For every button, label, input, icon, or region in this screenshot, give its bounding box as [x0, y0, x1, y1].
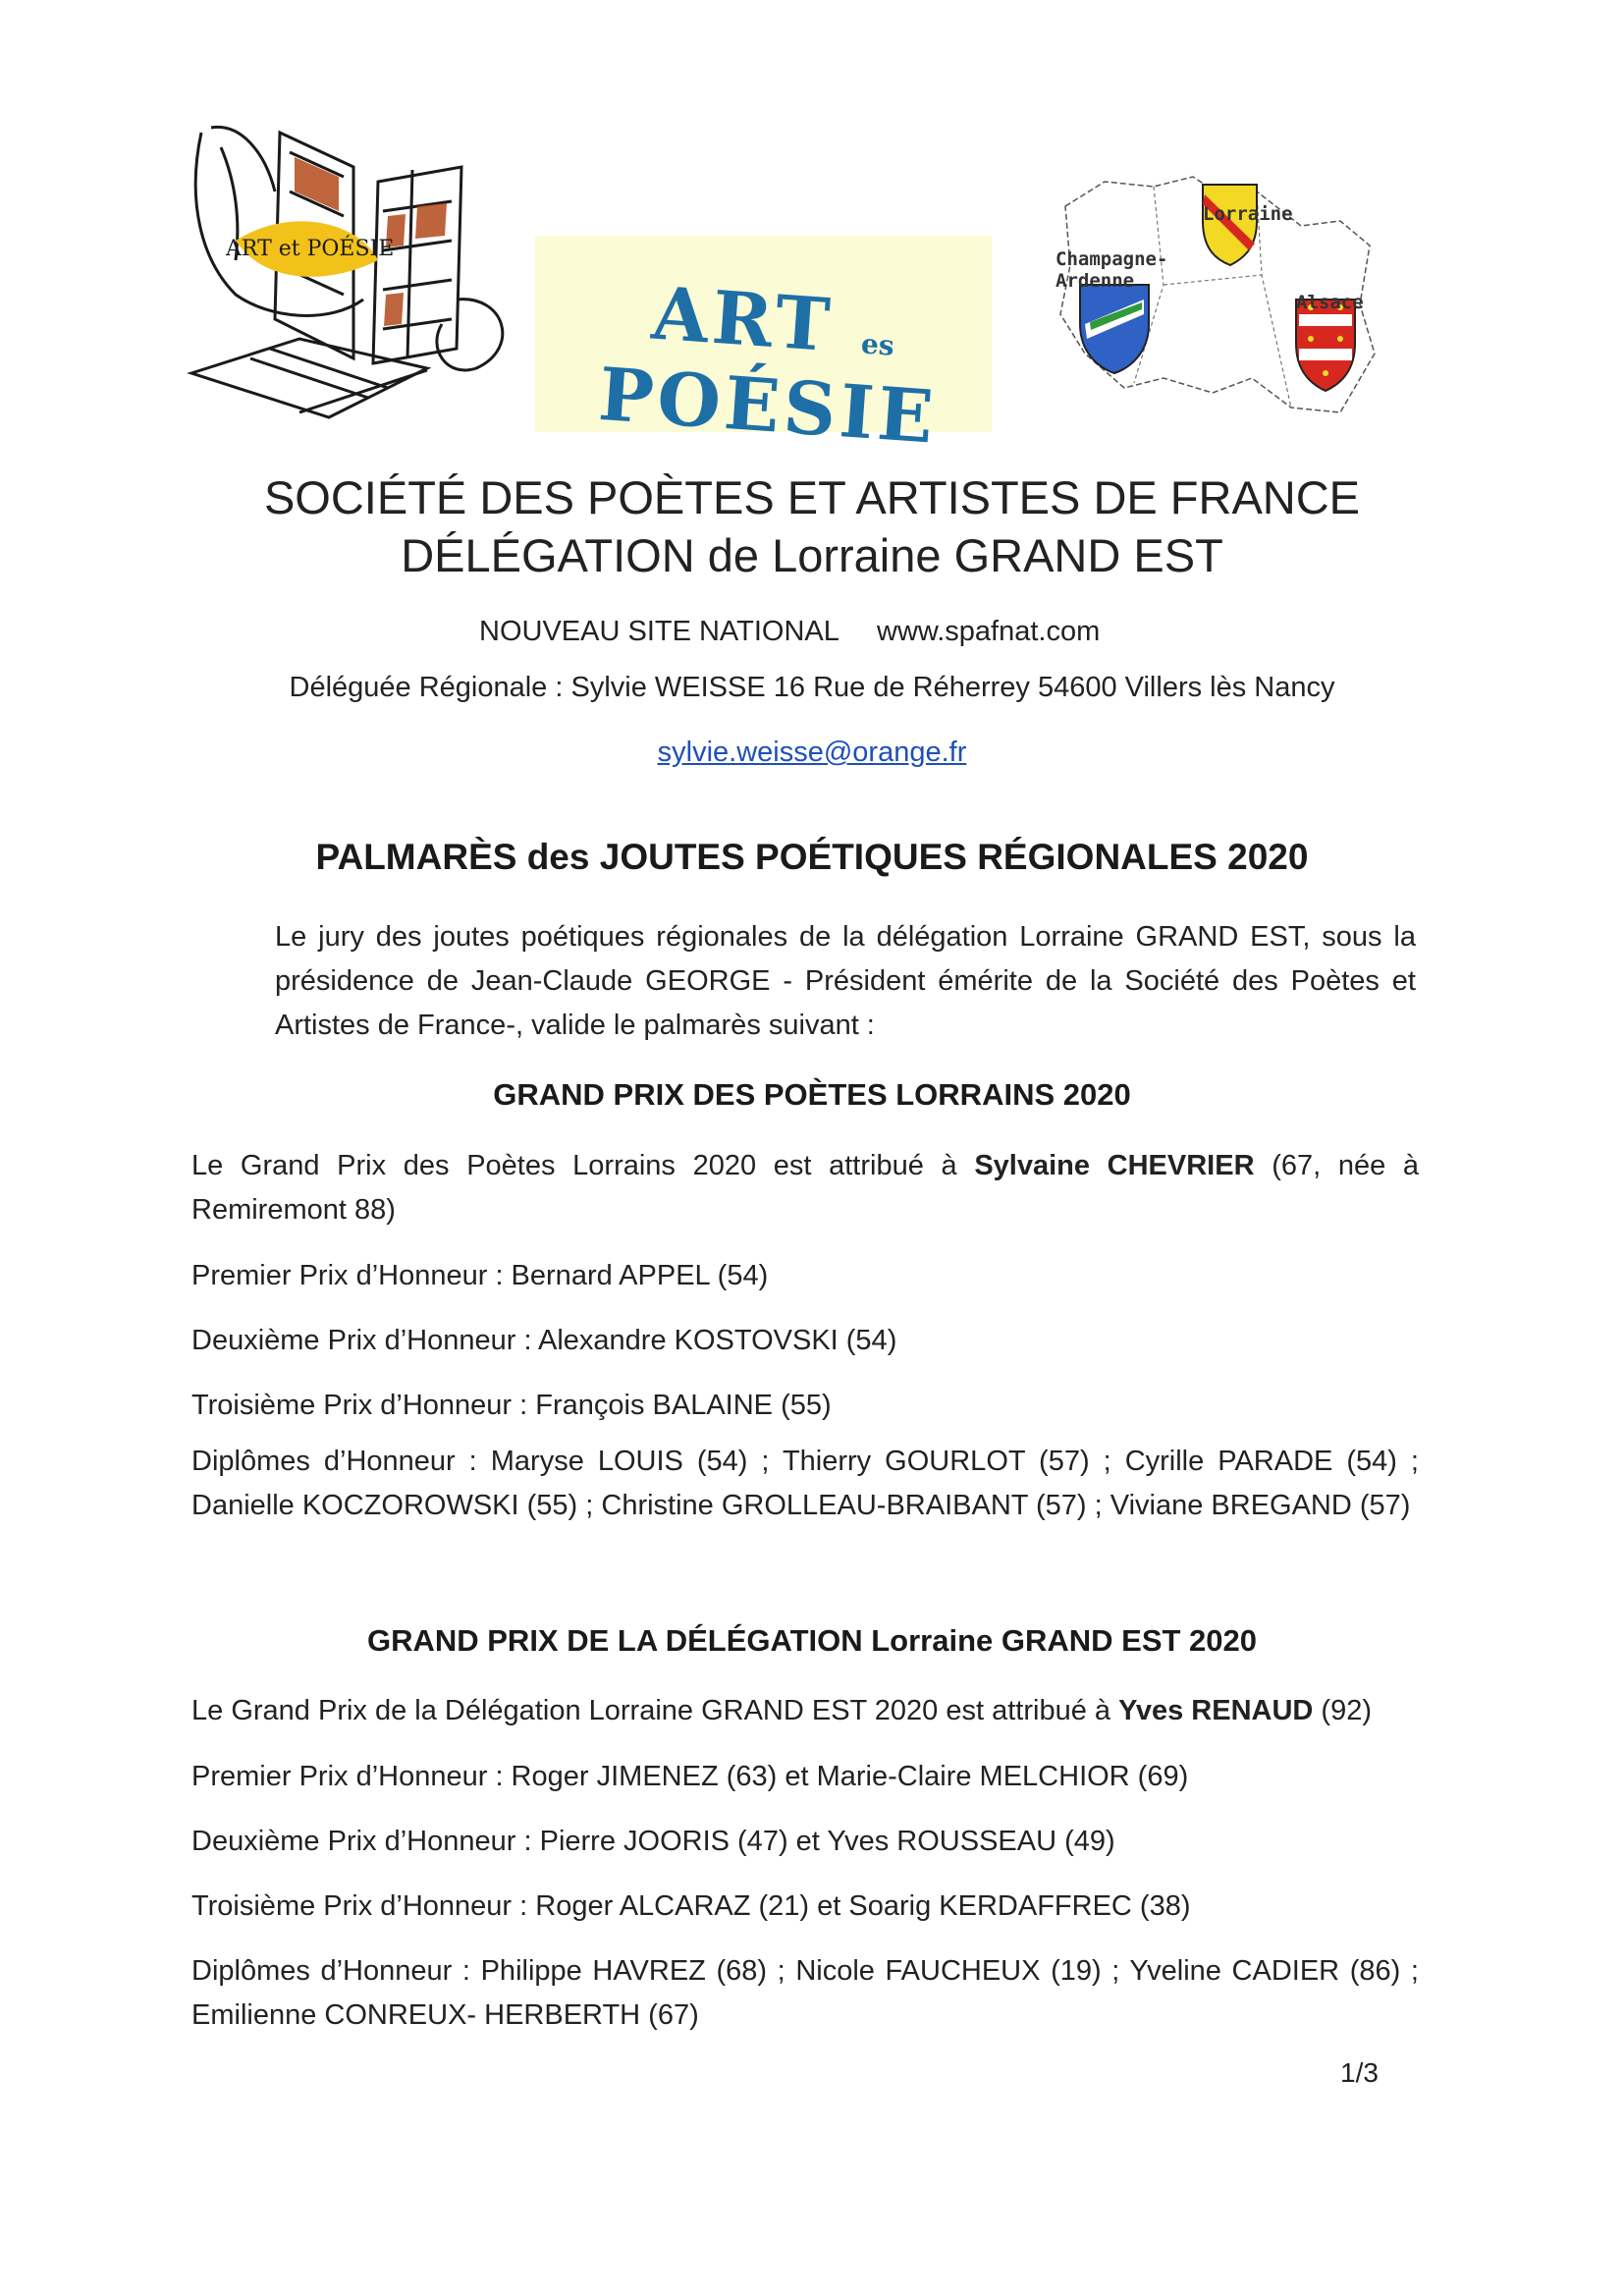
map-label-lorraine: Lorraine: [1203, 203, 1293, 225]
section1-grand-prix: [191, 1144, 1419, 1232]
wordmark-art: ART: [649, 271, 837, 369]
wordmark-text: [568, 266, 972, 462]
section1-premier-prix: Premier Prix d’Honneur : Bernard APPEL (54): [191, 1260, 769, 1291]
section2-grand-prix-suffix: (92): [1321, 1695, 1372, 1726]
email-link[interactable]: sylvie.weisse@orange.fr: [657, 737, 967, 768]
section2-troisieme-prix: Troisième Prix d’Honneur : Roger ALCARAZ (21) et Soarig KERDAFFREC (38): [191, 1890, 1191, 1922]
art-et-poesie-illustrated-logo: [182, 113, 535, 437]
wordmark-poesie: POÉSIE: [595, 352, 941, 461]
section1-grand-prix-winner: Sylvaine CHEVRIER: [974, 1150, 1255, 1181]
logo-left-lettering: ART et POÉSIE: [226, 237, 395, 261]
section2-title: GRAND PRIX DE LA DÉLÉGATION Lorraine GRAND EST 2020: [366, 1623, 1258, 1658]
section1-diplomes: Diplômes d’Honneur : Maryse LOUIS (54) ; Thierry GOURLOT (57) ; Cyrille PARADE (54) ; Danielle KOCZOROWSKI (55) ; Christine GROLLEAU-BRAIBANT (57) ; Viviane BREGAND (57): [191, 1446, 1419, 1521]
wordmark-es: es: [859, 327, 895, 362]
page-number: 1/3: [1340, 2057, 1379, 2088]
section2-grand-prix-winner: Yves RENAUD: [1118, 1695, 1314, 1726]
site-url-link[interactable]: www.spafnat.com: [877, 616, 1101, 647]
regional-delegate-line: Déléguée Régionale : Sylvie WEISSE 16 Rue de Réherrey 54600 Villers lès Nancy: [289, 672, 1335, 703]
organisation-title: SOCIÉTÉ DES POÈTES ET ARTISTES DE FRANCE: [263, 471, 1361, 523]
section1-deuxieme-prix: Deuxième Prix d’Honneur : Alexandre KOSTOVSKI (54): [191, 1325, 897, 1356]
section2-grand-prix: [191, 1689, 1419, 1733]
section1-grand-prix-suffix: (67, née à Remiremont 88): [191, 1150, 1420, 1226]
section1-troisieme-prix: Troisième Prix d’Honneur : François BALAINE (55): [191, 1390, 832, 1421]
section2-diplomes: Diplômes d’Honneur : Philippe HAVREZ (68) ; Nicole FAUCHEUX (19) ; Yveline CADIER (86) ; Emilienne CONREUX- HERBERTH (67): [191, 1955, 1419, 2031]
site-label: NOUVEAU SITE NATIONAL: [479, 616, 839, 647]
palmares-title: PALMARÈS des JOUTES POÉTIQUES RÉGIONALES 2020: [315, 837, 1309, 877]
art-es-poesie-wordmark: [535, 236, 992, 461]
section2-premier-prix: Premier Prix d’Honneur : Roger JIMENEZ (63) et Marie-Claire MELCHIOR (69): [191, 1761, 1189, 1792]
section1-grand-prix-prefix: Le Grand Prix des Poètes Lorrains 2020 est attribué à: [191, 1150, 957, 1181]
intro-text: Le jury des joutes poétiques régionales de la délégation Lorraine GRAND EST, sous la présidence de Jean-Claude GEORGE - Président émérite de la Société des Poètes et Artistes de France-, valide le palmarès suivant :: [275, 921, 1416, 1041]
delegation-title: DÉLÉGATION de Lorraine GRAND EST: [401, 529, 1223, 581]
intro-paragraph: [189, 915, 1416, 1048]
section1-title: GRAND PRIX DES POÈTES LORRAINS 2020: [493, 1077, 1131, 1112]
map-label-champagne-ardenne: Champagne-Ardenne: [1056, 248, 1168, 292]
map-label-alsace: Alsace: [1296, 292, 1364, 313]
grand-est-region-map: [1046, 167, 1389, 432]
section2-deuxieme-prix: Deuxième Prix d’Honneur : Pierre JOORIS (47) et Yves ROUSSEAU (49): [191, 1826, 1115, 1857]
section2-grand-prix-prefix: Le Grand Prix de la Délégation Lorraine GRAND EST 2020 est attribué à: [191, 1695, 1111, 1726]
